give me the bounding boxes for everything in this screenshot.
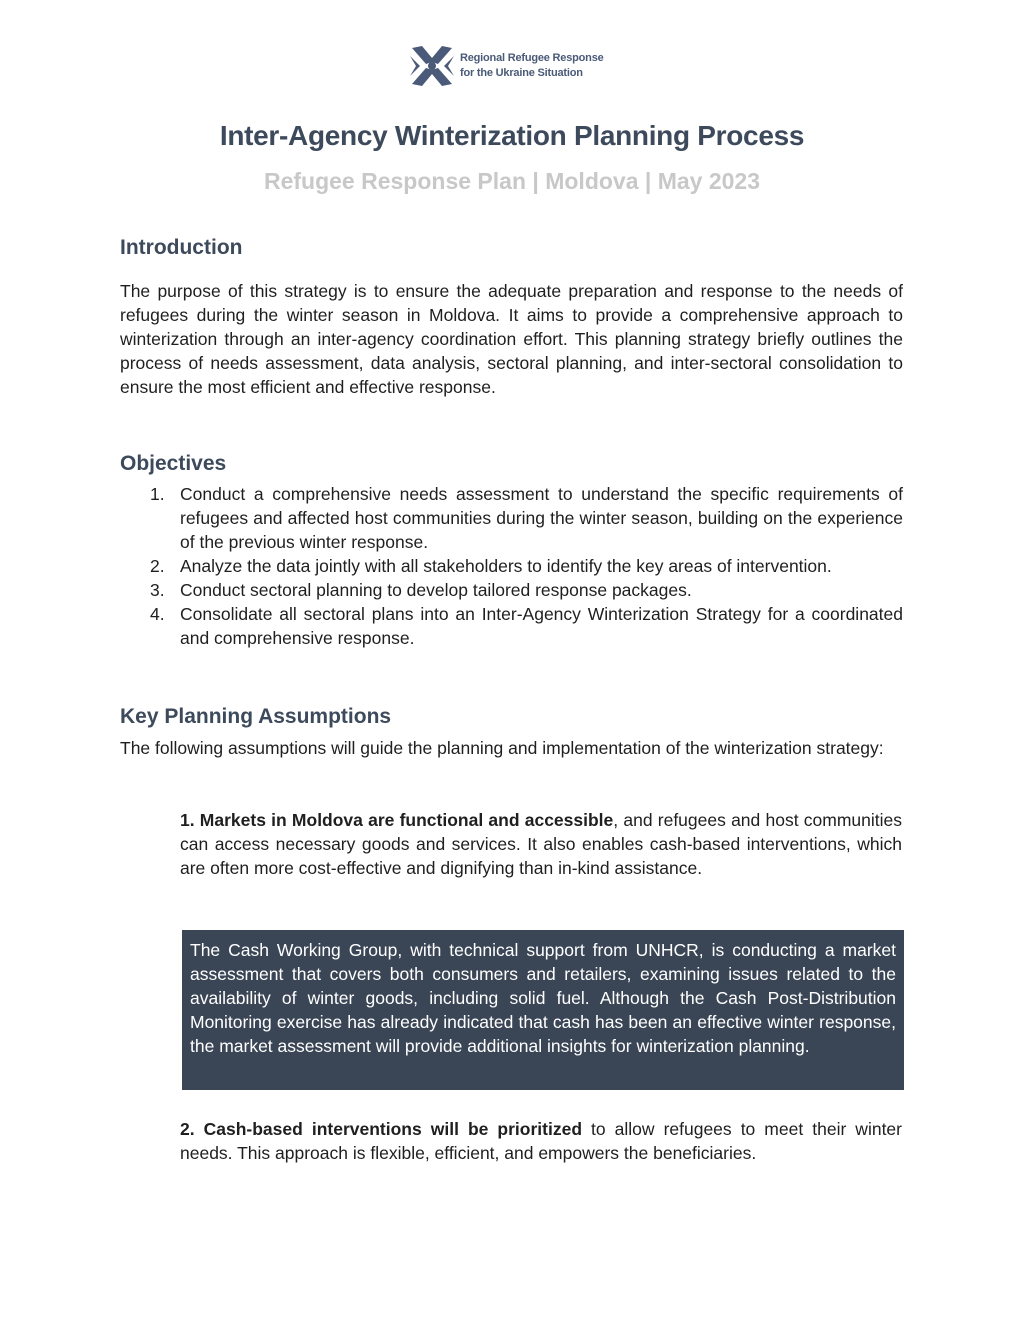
- list-item-number: 3.: [150, 580, 165, 600]
- cash-working-group-callout: The Cash Working Group, with technical support from UNHCR, is conducting a market assessment that covers both consumers and retailers, examining issues related to the availability of winter goods, including solid fuel. Although the Cash Post-Distribution Monitoring exercise has already indicated that cash has been an effective winter response, the market assessment will provide additional insights for winterization planning.: [182, 930, 904, 1090]
- list-item-number: 2.: [150, 556, 165, 576]
- introduction-heading: Introduction: [120, 236, 243, 259]
- assumptions-intro: The following assumptions will guide the planning and implementation of the winterization strategy:: [120, 738, 884, 758]
- assumption-1-title: 1. Markets in Moldova are functional and accessible: [180, 810, 614, 830]
- list-item-text: Consolidate all sectoral plans into an Inter-Agency Winterization Strategy for a coordinated and comprehensive response.: [180, 604, 903, 648]
- page-title: Inter-Agency Winterization Planning Process: [219, 120, 805, 151]
- assumption-1-text: , and refugees and host communities can access necessary goods and services. It also enables cash-based interventions, which are often more cost-effective and dignifying than in-kind assistance.: [180, 810, 902, 878]
- assumptions-heading: Key Planning Assumptions: [120, 705, 392, 728]
- list-item-number: 1.: [150, 484, 165, 504]
- list-item: [120, 554, 903, 578]
- list-item-text: Conduct sectoral planning to develop tailored response packages.: [180, 580, 692, 600]
- list-item-text: Conduct a comprehensive needs assessment to understand the specific requirements of refugees and affected host communities during the winter season, building on the experience of the previous winter response.: [180, 484, 903, 552]
- logo-line-1: Regional Refugee Response: [460, 52, 604, 64]
- assumption-1: [180, 808, 902, 880]
- objectives-list: [120, 482, 903, 650]
- logo-line-2: for the Ukraine Situation: [460, 67, 583, 79]
- assumption-2-text: to allow refugees to meet their winter needs. This approach is flexible, efficient, and empowers the beneficiaries.: [180, 1119, 902, 1163]
- list-item: [120, 482, 903, 554]
- assumption-2-title: 2. Cash-based interventions will be prioritized: [180, 1119, 583, 1139]
- rrp-logo: [408, 42, 604, 90]
- logo-text: [460, 51, 604, 81]
- page-subtitle: Refugee Response Plan | Moldova | May 2023: [263, 168, 761, 194]
- rrp-emblem-icon: [408, 42, 456, 90]
- assumption-2: [180, 1117, 902, 1165]
- list-item-number: 4.: [150, 604, 165, 624]
- list-item-text: Analyze the data jointly with all stakeholders to identify the key areas of intervention.: [180, 556, 832, 576]
- list-item: [120, 602, 903, 650]
- introduction-text: The purpose of this strategy is to ensure the adequate preparation and response to the needs of refugees during the winter season in Moldova. It aims to provide a comprehensive approach to winterization through an inter-agency coordination effort. This planning strategy briefly outlines the process of needs assessment, data analysis, sectoral planning, and inter-sectoral consolidation to ensure the most efficient and effective response.: [120, 281, 903, 397]
- objectives-heading: Objectives: [120, 452, 227, 475]
- list-item: [120, 578, 903, 602]
